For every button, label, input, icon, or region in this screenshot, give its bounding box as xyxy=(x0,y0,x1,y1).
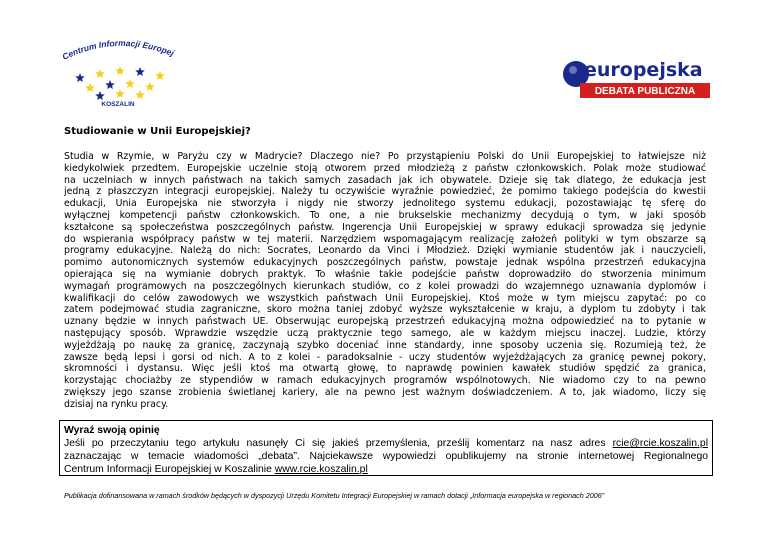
opinion-box xyxy=(59,420,713,476)
article-line: pomimo autonomicznych systemów edukacyjnych poszczególnych państw, powstaje jednak wspólna przestrzeń edukacyjna xyxy=(64,257,706,269)
article-line: następujący sposób. Wprawdzie wszędzie uczą praktycznie tego samego, ale w każdym miejscu inaczej. Ludzie, którzy xyxy=(64,327,706,339)
article-line: kiedykolwiek przedtem. Europejskie uczelnie stoją otworem przed młodzieżą z państw członkowskich. Polak może studiować xyxy=(64,162,706,174)
article-line: edukacji, Unia Europejska nie stworzyła i nigdy nie stworzy jednolitego systemu edukacji, pozostawiając tę sferę do xyxy=(64,198,706,210)
article-line: uznany będzie w innych państwach UE. Obserwując europejską przestrzeń edukacyjną można odpowiedzieć na to pytanie w xyxy=(64,316,706,328)
footer-note: Publikacja dofinansowana w ramach środków będących w dyspozycji Urzędu Komitetu Integracji Europejskiej w ramach dotacji „Informacja europejska w regionach 2006” xyxy=(64,491,605,500)
article-line: kwalifikacji do celów zawodowych we wszystkich państwach Unii Europejskiej. Ktoś może w tym miejscu zapytać: po co xyxy=(64,292,706,304)
article-line: wyjeżdżają po naukę za granicę, zaczynają szybko doceniać inne standardy, inne sposoby uczenia się. Rozumieją też, że xyxy=(64,339,706,351)
star-icon xyxy=(75,73,85,82)
star-icon xyxy=(135,67,145,76)
star-icon xyxy=(155,71,165,80)
star-icon xyxy=(105,80,115,89)
article-line: zatem podejmować studia zagraniczne, skoro można taniej zdobyć wyższe wykształcenie w kraju, a dyplom tu zdobyty i tak xyxy=(64,304,706,316)
article-line: na uczelniach w innych państwach na takich samych zasadach jak ich obywatele. Dzieje się tak dlatego, że edukacja jest xyxy=(64,174,706,186)
article-line: skromności i dystansu. Więc jeśli ktoś ma otwartą głowę, to naprawdę powinien kawałek studiów spędzić za granica, xyxy=(64,363,706,375)
article-line: zawsze będą lepsi i gorsi od nich. A to z kolei - paradoksalnie - uczy studentów wyjeżdżających za granicę pewnej pokory, xyxy=(64,351,706,363)
star-icon xyxy=(125,79,135,88)
article-line: korzystając chociażby ze stypendiów w ramach edukacyjnych programów wspólnotowych. Nie wiadomo czy to na pewno xyxy=(64,375,706,387)
article-line: opierająca się na wymianie dobrych praktyk. To właśnie takie podejście państw doprowadziło do stworzenia minimum xyxy=(64,268,706,280)
star-icon xyxy=(115,89,125,98)
opinion-line-1: Jeśli po przeczytaniu tego artykułu nasunęły Ci się jakieś przemyślenia, prześlij komentarz na nasz adres rcie@rcie.koszalin.pl xyxy=(64,438,708,449)
debata-logo-graphic xyxy=(562,50,712,100)
opinion-heading: Wyraź swoją opinię xyxy=(64,425,160,436)
star-icon xyxy=(145,82,155,91)
article-line: zwiększy jego szanse zrobienia świetlanej kariery, ale na pewno jest ważnym doświadczeniem. A to, jak wiadomo, liczy się xyxy=(64,386,706,398)
opinion-line-3: Centrum Informacji Europejskiej w Koszalinie www.rcie.koszalin.pl xyxy=(64,464,368,475)
logo-city-text: KOSZALIN xyxy=(101,101,135,108)
opinion-line-2: zaznaczając w temacie wiadomości „debata”. Najciekawsze wypowiedzi opublikujemy na stronie internetowej Regionalnego xyxy=(64,451,708,462)
eu-stars-logo-graphic xyxy=(56,34,180,110)
article-line: programy edukacyjne. Należą do nich: Socrates, Leonardo da Vinci i Młodzież. Dzięki wymianie studentów jak i nauczycieli, xyxy=(64,245,706,257)
rcie-koszalin-logo xyxy=(56,34,180,110)
website-link[interactable]: www.rcie.koszalin.pl xyxy=(274,464,368,475)
article-line: wymagań programowych na poszczególnych kierunkach studiów, co z kolei prowadzi do wzajemnego uznawania dyplomów i xyxy=(64,280,706,292)
logo-debata-text: DEBATA PUBLICZNA xyxy=(594,86,696,97)
article-title: Studiowanie w Unii Europejskiej? xyxy=(64,126,251,137)
logo-arc-text: Centrum Informacji Europej xyxy=(60,37,176,62)
article-line: kształcone są społeczeństwa poszczególnych państw. Ingerencja Unii Europejskiej w sprawy edukacji sprowadza się jedynie xyxy=(64,221,706,233)
star-icon xyxy=(85,83,95,92)
star-icon xyxy=(115,66,125,75)
star-icon xyxy=(95,91,105,100)
article-body xyxy=(64,151,706,411)
email-link[interactable]: rcie@rcie.koszalin.pl xyxy=(612,438,708,449)
star-icon xyxy=(135,90,145,99)
star-icon xyxy=(95,69,105,78)
article-line: dzisiaj na rynku pracy. xyxy=(64,398,169,410)
article-line: jedną z płaszczyzn integracji europejskiej. Należy tu oczywiście wyraźnie powiedzieć, że pomimo takiego podejścia do kwestii xyxy=(64,186,706,198)
article-line: do wspierania współpracy państw w tej materii. Narzędziem wspomagającym realizację założeń polityki w tym obszarze są xyxy=(64,233,706,245)
debata-publiczna-logo xyxy=(562,50,712,100)
svg-text:Centrum Informacji Europejskie xyxy=(56,34,176,62)
logo-europejska-text: europejska xyxy=(584,59,703,81)
article-line: wyłącznej kompetencji państw członkowskich. To one, a nie brukselskie mechanizmy decydują o tym, w jaki sposób xyxy=(64,209,706,221)
article-line: Studia w Rzymie, w Paryżu czy w Madrycie? Dlaczego nie? Po przystąpieniu Polski do Unii Europejskiej to łatwiejsze niż xyxy=(64,151,706,162)
